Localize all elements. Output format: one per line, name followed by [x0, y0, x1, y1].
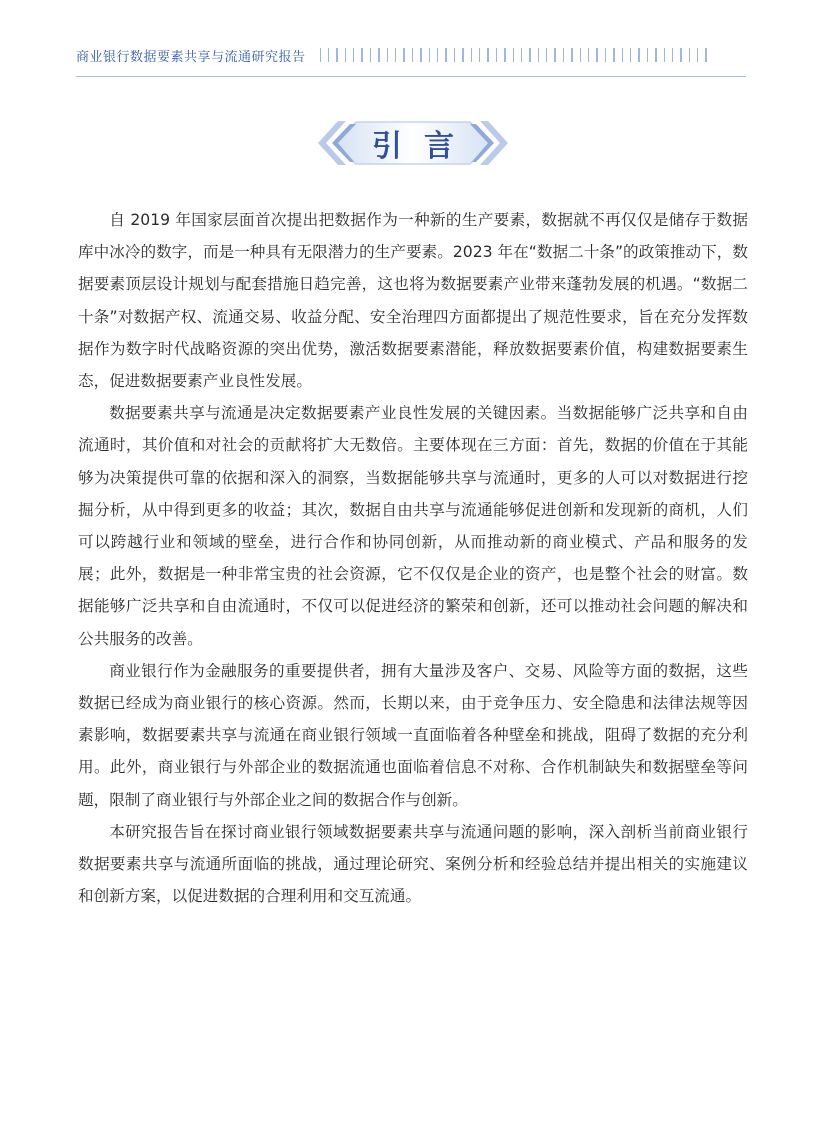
- paragraph-3: 商业银行作为金融服务的重要提供者，拥有大量涉及客户、交易、风险等方面的数据，这些数据已经成为商业银行的核心资源。然而，长期以来，由于竞争压力、安全隐患和法律法规等因素影响，数据要素共享与流通在商业银行领域一直面临着各种壁垒和挑战，阻碍了数据的充分利用。此外，商业银行与外部企业的数据流通也面临着信息不对称、合作机制缺失和数据壁垒等问题，限制了商业银行与外部企业之间的数据合作与创新。: [78, 661, 748, 809]
- header-title: 商业银行数据要素共享与流通研究报告: [76, 49, 306, 65]
- section-title-banner: [316, 120, 510, 166]
- paragraph-2: 数据要素共享与流通是决定数据要素产业良性发展的关键因素。当数据能够广泛共享和自由流通时，其价值和对社会的贡献将扩大无数倍。主要体现在三方面：首先，数据的价值在于其能够为决策提供可靠的依据和深入的洞察，当数据能够共享与流通时，更多的人可以对数据进行挖掘分析，从中得到更多的收益；其次，数据自由共享与流通能够促进创新和发现新的商机，人们可以跨越行业和领域的壁垒，进行合作和协同创新，从而推动新的商业模式、产品和服务的发展；此外，数据是一种非常宝贵的社会资源，它不仅仅是企业的资产，也是整个社会的财富。数据能够广泛共享和自由流通时，不仅可以促进经济的繁荣和创新，还可以推动社会问题的解决和公共服务的改善。: [78, 404, 748, 648]
- header-decoration: [320, 48, 707, 62]
- header-divider: [76, 76, 746, 77]
- page-header: [76, 44, 746, 66]
- body-text: [78, 204, 748, 912]
- paragraph-1: 自 2019 年国家层面首次提出把数据作为一种新的生产要素，数据就不再仅仅是储存于数据库中冰冷的数字，而是一种具有无限潜力的生产要素。2023 年在“数据二十条”的政策推动下，数据要素顶层设计规划与配套措施日趋完善，这也将为数据要素产业带来蓬勃发展的机遇。“数据二十条”对数据产权、流通交易、收益分配、安全治理四方面都提出了规范性要求，旨在充分发挥数据作为数字时代战略资源的突出优势，激活数据要素潜能，释放数据要素价值，构建数据要素生态，促进数据要素产业良性发展。: [78, 211, 748, 391]
- paragraph-4: 本研究报告旨在探讨商业银行领域数据要素共享与流通问题的影响，深入剖析当前商业银行数据要素共享与流通所面临的挑战，通过理论研究、案例分析和经验总结并提出相关的实施建议和创新方案，以促进数据的合理利用和交互流通。: [78, 822, 748, 906]
- section-title: 引言: [372, 129, 476, 164]
